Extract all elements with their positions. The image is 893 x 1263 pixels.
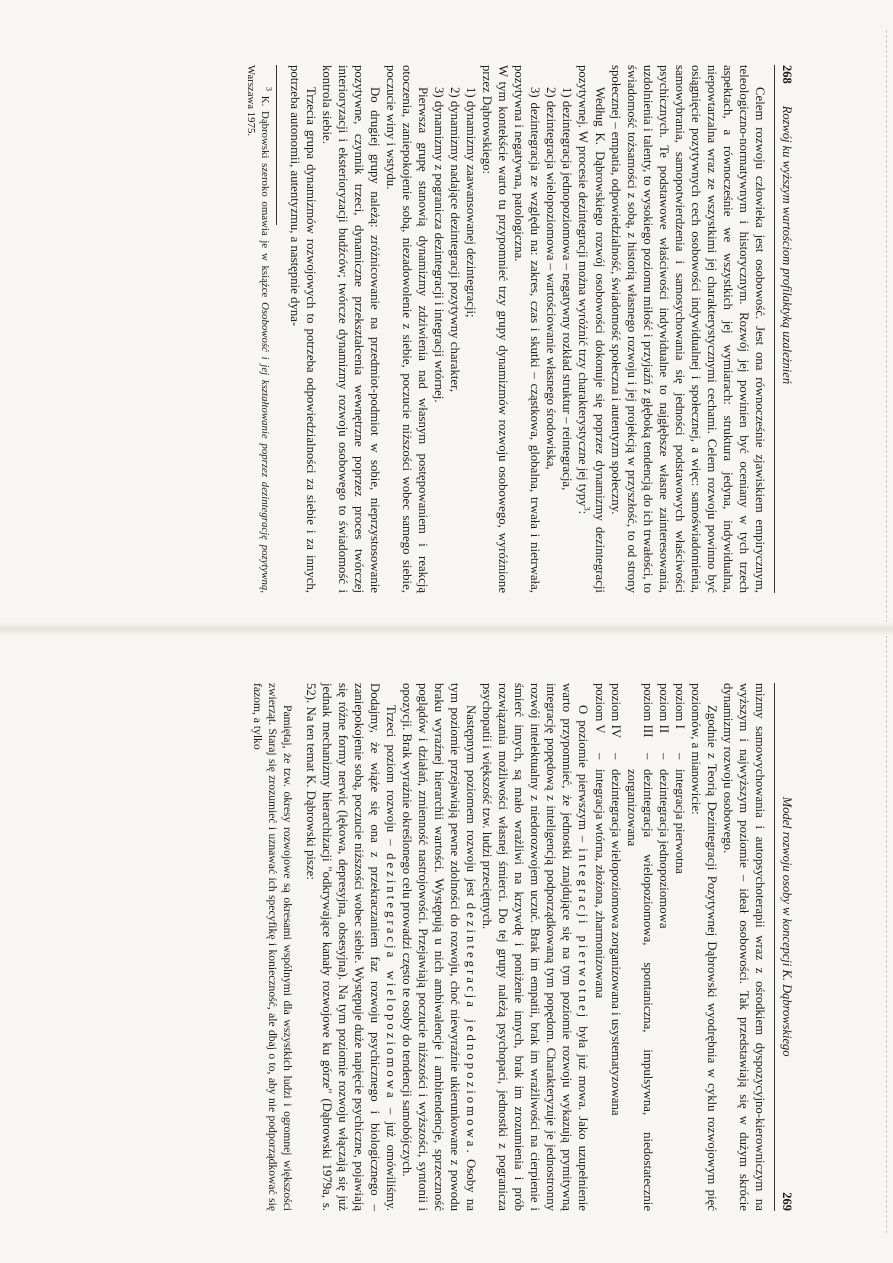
- footnote-rule: [276, 65, 277, 225]
- level-description: integracja wtórna, złożona, zharmonizowana: [592, 769, 607, 999]
- spaced-term: dezintegracja wielopoziomowa: [383, 853, 398, 1101]
- right-page: [105, 683, 795, 1211]
- running-title: Rozwój ku wyższym wartościom profilaktyką uzależnień: [780, 105, 794, 385]
- list-item: 1) dezintegracja jednopoziomowa – negatywny rozkład struktur – reintegracja,: [560, 87, 575, 491]
- text-run: – już omówiliśmy. Dodajmy, że wiąże się ona z przekraczaniem faz rozwoju psychicznego i biologicznego – zaniepokojenie sobą, poczucie niższości wobec siebie. Występuje duże napięcie psychiczne, pojawiają się różne formy nerwic (lękowa, depresyjna, obsesyjna). Na tym poziomie rozwoju włączają się już jednak mechanizmy hierarchizacji "odkrywające kanały rozwojowe ku górze" (Dąbrowski 1979a, s. 52). Na ten temat K. Dąbrowski pisze:: [303, 683, 398, 1211]
- footnote-number: 3: [264, 87, 274, 91]
- text-run: Następnym poziomem rozwoju jest: [464, 705, 479, 903]
- levels-list: [591, 683, 687, 1211]
- list-item: 3) dynamizmy z pogranicza dezintegracji i integracji wtórnej.: [432, 87, 447, 403]
- level-description: dezintegracja wielopoziomowa, spontaniczna, impulsywna, niedostatecznie zorganizowana: [624, 769, 655, 1211]
- paragraph: [303, 683, 399, 1211]
- page-number: 269: [780, 1192, 794, 1211]
- paragraph: Do drugiej grupy należą: zróżnicowanie na przedmiot-podmiot w sobie, nieprzystosowanie pozytywne, czynnik trzeci, dynamiczne przekształcenia wewnętrzne poprzez proces twórczej interioryzacji i eksterioryzacji budźców; twórcze dynamizmy rozwoju osobowego to świadomość i kontrola siebie.: [319, 65, 382, 593]
- book-gutter: [0, 622, 893, 636]
- list-item: 2) dezintegracja wielopoziomowa – wartościowanie własnego środowiska,: [544, 87, 559, 470]
- text-run: była już mowa. Jako uzupełnienie warto przypomnieć, że jednostki znajdujące się na tym poziomie rozwoju wykazują prymitywną integrację popędową z inteligencją podporządkowaną tym popędom. Charakteryzuje je jednostronny rozwój intelektualny z niedorozwojem uczuć. Brak im empatii, brak im wrażliwości na cierpienie i śmierć innych, są mało wrażliwi na krzywdę i poniżenie innych, brak im zrozumienia i prób rozwiązania możliwości własnej śmierci. Do tej grupy należą psychopaci, jednostki z pogranicza psychopatii i większość tzw. ludzi przeciętnych.: [480, 683, 591, 1211]
- list-item: 3) dezintegracja ze względu na: zakres, czas i skutki – cząstkowa, globalna, trwała i nietrwała, pozytywna i negatywna, patologiczna.: [512, 65, 543, 593]
- paragraph: Według K. Dąbrowskiego rozwój osobowości dokonuje się poprzez dynamizmy dezintegracji pozytywnej. W procesie dezintegracji można wyróżnić trzy charakterystyczne jej typy$^3$:: [576, 65, 607, 593]
- level-name: poziom I: [672, 683, 687, 729]
- page-number: 268: [780, 65, 794, 84]
- level-description: dezintegracja jednopoziomowa: [656, 769, 671, 929]
- footnote-text: K. Dąbrowski szeroko omawia je w książce: [258, 95, 271, 298]
- level-dash: –: [656, 753, 671, 760]
- paragraph: mizmy samowychowania i autopsychoterapii wraz z ośrodkiem dyspozycyjno-kierowniczym na wyższym i najwyższym poziomie – ideał osobowości. Tak przedstawiają się w dużym skrócie dynamizmy rozwoju osobowego.: [720, 683, 767, 1211]
- level-dash: –: [672, 753, 687, 760]
- level-row: [608, 683, 624, 1211]
- level-name: poziom II: [656, 683, 671, 734]
- level-row: [672, 683, 688, 1211]
- footnote: [244, 65, 272, 593]
- text-run: . Osoby na tym poziomie przejawiają pewne zdolności do rozwoju, choć niewyraźnie ukierunkowane z powodu braku wyraźnej hierarchii wartości. Występują u nich ambiwalencje i ambitendencje, sprzeczność poglądów i działań, zmienność nastrojowości. Przejawiają poczucie niższości i wyższości, syntonii i opozycji. Brak wyraźnie określonego celu prowadzi często te osoby do tendencji samobójczych.: [399, 683, 479, 1212]
- text-run: O poziomie pierwszym –: [576, 705, 591, 849]
- paragraph: Zgodnie z Teorią Dezintegracji Pozytywnej Dąbrowski wyodrębnia w cyklu rozwojowym pięć poziomów, a mianowicie:: [688, 683, 719, 1211]
- level-dash: –: [592, 753, 607, 760]
- left-page-header: [777, 65, 795, 593]
- header-rule: [774, 683, 775, 1211]
- list-item: 1) dynamizmy zaawansowanej dezintegracji;: [464, 87, 479, 318]
- spaced-term: integracji pierwotnej: [576, 848, 591, 1021]
- footnote-marker: 3: [582, 506, 592, 511]
- paragraph-text: Według K. Dąbrowskiego rozwój osobowości dokonuje się poprzez dynamizmy dezintegracji pozytywnej. W procesie dezintegracji można wyróżnić trzy charakterystyczne jej typy: [576, 65, 607, 593]
- paragraph: [399, 683, 479, 1211]
- level-name: poziom IV: [608, 683, 623, 739]
- block-quote: Pamiętaj, że tzw. okresy rozwojowe są okresami wspólnymi dla wszystkich ludzi i ogromnej większości zwierząt. Staraj się zrozumieć i uznawać ich specyfikę i konieczność, ale dbaj o to, aby nie podporządkować się fazom, a tylko: [250, 683, 294, 1211]
- level-description: dezintegracja wielopoziomowa zorganizowana i usystematyzowana: [608, 769, 623, 1116]
- level-row: [591, 683, 607, 1211]
- level-row: [656, 683, 672, 1211]
- level-dash: –: [608, 753, 623, 760]
- paragraph: [479, 683, 591, 1211]
- footnote-tail: Warszawa 1975.: [244, 65, 257, 137]
- level-row: [624, 683, 656, 1211]
- level-name: poziom III: [640, 683, 655, 738]
- spaced-term: dezintegracja jednopoziomowa: [464, 902, 479, 1150]
- paragraph: W tym kontekście warto tu przypomnieć trzy grupy dynamizmów rozwoju osobowego, wyróżnione przez Dąbrowskiego:: [480, 65, 511, 593]
- paragraph: Celem rozwoju człowieka jest osobowość. Jest ona równocześnie zjawiskiem empirycznym, teleologiczno-normatywnym i historycznym. Rozwój jej powinien być oceniany w tych trzech aspektach, a równocześnie we wszystkich jej wymiarach: struktura jedyna, indywidualna, niepowtarzalna wraz ze wszystkimi jej charakterystycznymi cechami. Celem rozwoju powinno być osiągnięcie pozytywnych cech osobowości indywidualnej i społecznej, a więc: samoświadomienia, samowybrania, samopotwierdzenia i samosychowania się jedności podstawowych właściwości psychicznych. Te podstawowe właściwości indywidualne to najgłębsze własne zainteresowania, uzdolnienia i talenty, to wysokiego poziomu miłość i przyjaźń z głęboką tendencją do ich trwałości, to świadomość tożsamości z sobą, z historią własnego rozwoju i jej projekcją w przyszłość, to od strony społecznej – empatia, odpowiedzialność, świadomość społeczna i autentyzm społeczny.: [608, 65, 767, 593]
- list-item: 2) dynamizmy nadające dezintegracji pozytywny charakter,: [448, 87, 463, 393]
- level-dash: –: [640, 753, 655, 760]
- left-page: [105, 65, 795, 593]
- level-name: poziom V: [592, 683, 607, 734]
- paragraph: Trzecia grupa dynamizmów rozwojowych to potrzeba odpowiedzialności za siebie i za innych, potrzeba autonomii, autentyzmu, a następnie dyna-: [287, 65, 318, 593]
- right-page-header: [777, 683, 795, 1211]
- text-run: Trzeci poziom rozwoju –: [383, 705, 398, 854]
- level-description: integracja pierwotna: [672, 769, 687, 874]
- paragraph: Pierwsza grupę stanowią dynamizmy zdziwienia nad własnym postępowaniem i reakcją otoczenia, zaniepokojenie sobą, niezadowolenie z siebie, poczucie niższości wobec samego siebie, poczucie winy i wstydu.: [383, 65, 431, 593]
- running-title: Model rozwoju osoby w koncepcji K. Dąbrowskiego: [780, 796, 794, 1057]
- header-rule: [774, 65, 775, 593]
- footnote-book-title: Osobowość i jej kształtowanie poprzez dezintegrację pozytywną,: [258, 302, 271, 593]
